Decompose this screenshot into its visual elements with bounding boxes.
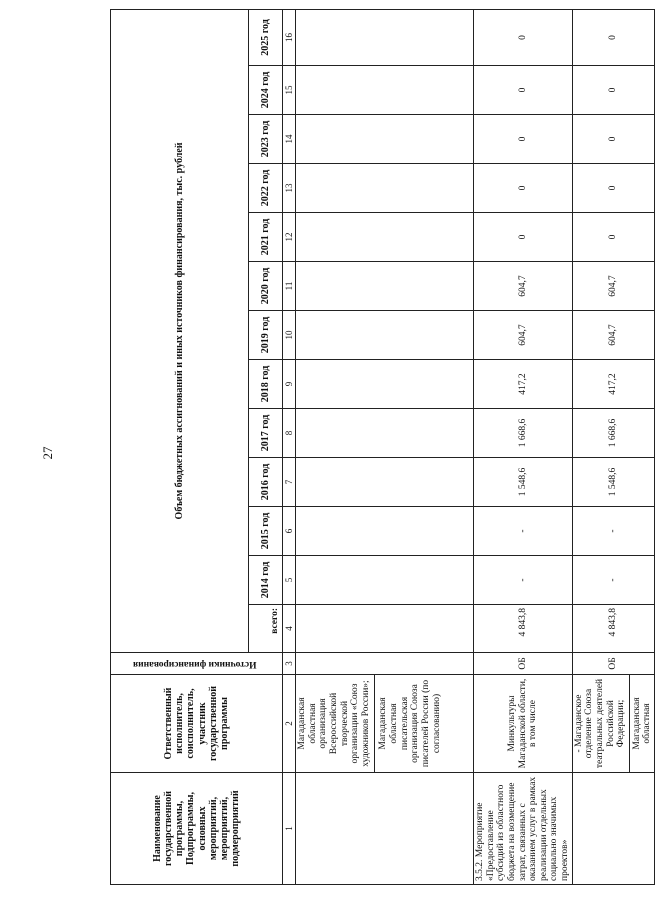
program-name-cell (572, 773, 654, 885)
table-row (474, 9, 573, 884)
value-cell: 0 (572, 9, 654, 65)
value-cell: - (474, 556, 573, 605)
executor-text: - Магаданское отделение Союза театральных деятелей Российской Федерации; (573, 678, 627, 769)
col-number: 12 (283, 213, 296, 262)
total-cell: 4 843,8 (572, 605, 654, 653)
header-year-2018: 2018 год (249, 360, 283, 409)
program-name-cell: 3.5.2. Мероприятие «Предоставление субсидий из областного бюджета на возмещение затрат, связанных с оказанием услуг в рамках реализации отдельных социально значимых проектов» (474, 773, 573, 885)
col-number: 2 (283, 675, 296, 773)
total-cell: 4 843,8 (474, 605, 573, 653)
value-cell: 0 (572, 115, 654, 164)
value-cell (296, 360, 474, 409)
column-number-row (283, 9, 296, 884)
value-cell (296, 311, 474, 360)
col-number: 6 (283, 507, 296, 556)
value-cell: 0 (474, 213, 573, 262)
col-number: 10 (283, 311, 296, 360)
col-number: 14 (283, 115, 296, 164)
header-funding-source-label: Источники финансирования (132, 659, 257, 670)
value-cell: 0 (474, 164, 573, 213)
col-number: 8 (283, 409, 296, 458)
col-number: 13 (283, 164, 296, 213)
value-cell: 0 (572, 66, 654, 115)
col-number: 9 (283, 360, 296, 409)
header-year-2024: 2024 год (249, 66, 283, 115)
rotated-table-sheet (110, 10, 653, 885)
value-cell: 1 668,6 (474, 409, 573, 458)
header-year-2016: 2016 год (249, 458, 283, 507)
value-cell (296, 556, 474, 605)
total-cell (296, 605, 474, 653)
header-total: всего: (249, 605, 283, 653)
executor-cell: Минкультуры Магаданской области, в том числе (474, 675, 573, 773)
table-row (296, 9, 474, 884)
value-cell: - (572, 556, 654, 605)
value-cell (296, 262, 474, 311)
col-number: 11 (283, 262, 296, 311)
executor-cell (296, 675, 474, 773)
header-year-2015: 2015 год (249, 507, 283, 556)
col-number: 16 (283, 9, 296, 65)
program-name-cell (296, 773, 474, 885)
header-year-2014: 2014 год (249, 556, 283, 605)
value-cell (296, 458, 474, 507)
header-program-name: Наименование государственной программы, Подпрограммы, основных мероприятий, мероприятий, подмероприятий (111, 773, 283, 885)
executor-text: Магаданская областная организация Всероссийской творческой организации «Союз художников России»; (297, 680, 371, 767)
value-cell (296, 9, 474, 65)
executor-text: Магаданская областная писательская организация Союза писателей России (по согласованию) (374, 675, 442, 772)
value-cell: 417,2 (474, 360, 573, 409)
page-number: 27 (40, 446, 55, 460)
value-cell: 1 668,6 (572, 409, 654, 458)
value-cell: 0 (572, 164, 654, 213)
header-funding-source (111, 653, 283, 675)
header-year-2023: 2023 год (249, 115, 283, 164)
value-cell: 604,7 (474, 262, 573, 311)
value-cell: - (474, 507, 573, 556)
value-cell: 417,2 (572, 360, 654, 409)
header-year-2021: 2021 год (249, 213, 283, 262)
value-cell: 1 548,6 (572, 458, 654, 507)
header-year-2025: 2025 год (249, 9, 283, 65)
value-cell: 604,7 (572, 262, 654, 311)
header-year-2022: 2022 год (249, 164, 283, 213)
header-budget-volume: Объем бюджетных ассигнований и иных источников финансирования, тыс. рублей (111, 9, 249, 652)
value-cell (296, 409, 474, 458)
table-frame (110, 10, 653, 885)
value-cell: 0 (474, 9, 573, 65)
executor-cell (572, 675, 654, 773)
source-cell: ОБ (572, 653, 654, 675)
value-cell (296, 66, 474, 115)
col-number: 3 (283, 653, 296, 675)
col-number: 15 (283, 66, 296, 115)
financing-table (110, 9, 655, 885)
value-cell (296, 115, 474, 164)
value-cell (296, 213, 474, 262)
header-year-2020: 2020 год (249, 262, 283, 311)
value-cell (296, 507, 474, 556)
value-cell (296, 164, 474, 213)
value-cell: - (572, 507, 654, 556)
value-cell: 1 548,6 (474, 458, 573, 507)
source-cell: ОБ (474, 653, 573, 675)
col-number: 7 (283, 458, 296, 507)
header-year-2019: 2019 год (249, 311, 283, 360)
value-cell: 0 (572, 213, 654, 262)
value-cell: 604,7 (572, 311, 654, 360)
col-number: 1 (283, 773, 296, 885)
header-year-2017: 2017 год (249, 409, 283, 458)
header-executor: Ответственный исполнитель, соисполнитель, участник государственной программы (111, 675, 283, 773)
col-number: 4 (283, 605, 296, 653)
executor-text: Магаданская областная (629, 675, 653, 772)
source-cell (296, 653, 474, 675)
table-row (572, 9, 654, 884)
value-cell: 604,7 (474, 311, 573, 360)
value-cell: 0 (474, 66, 573, 115)
col-number: 5 (283, 556, 296, 605)
value-cell: 0 (474, 115, 573, 164)
